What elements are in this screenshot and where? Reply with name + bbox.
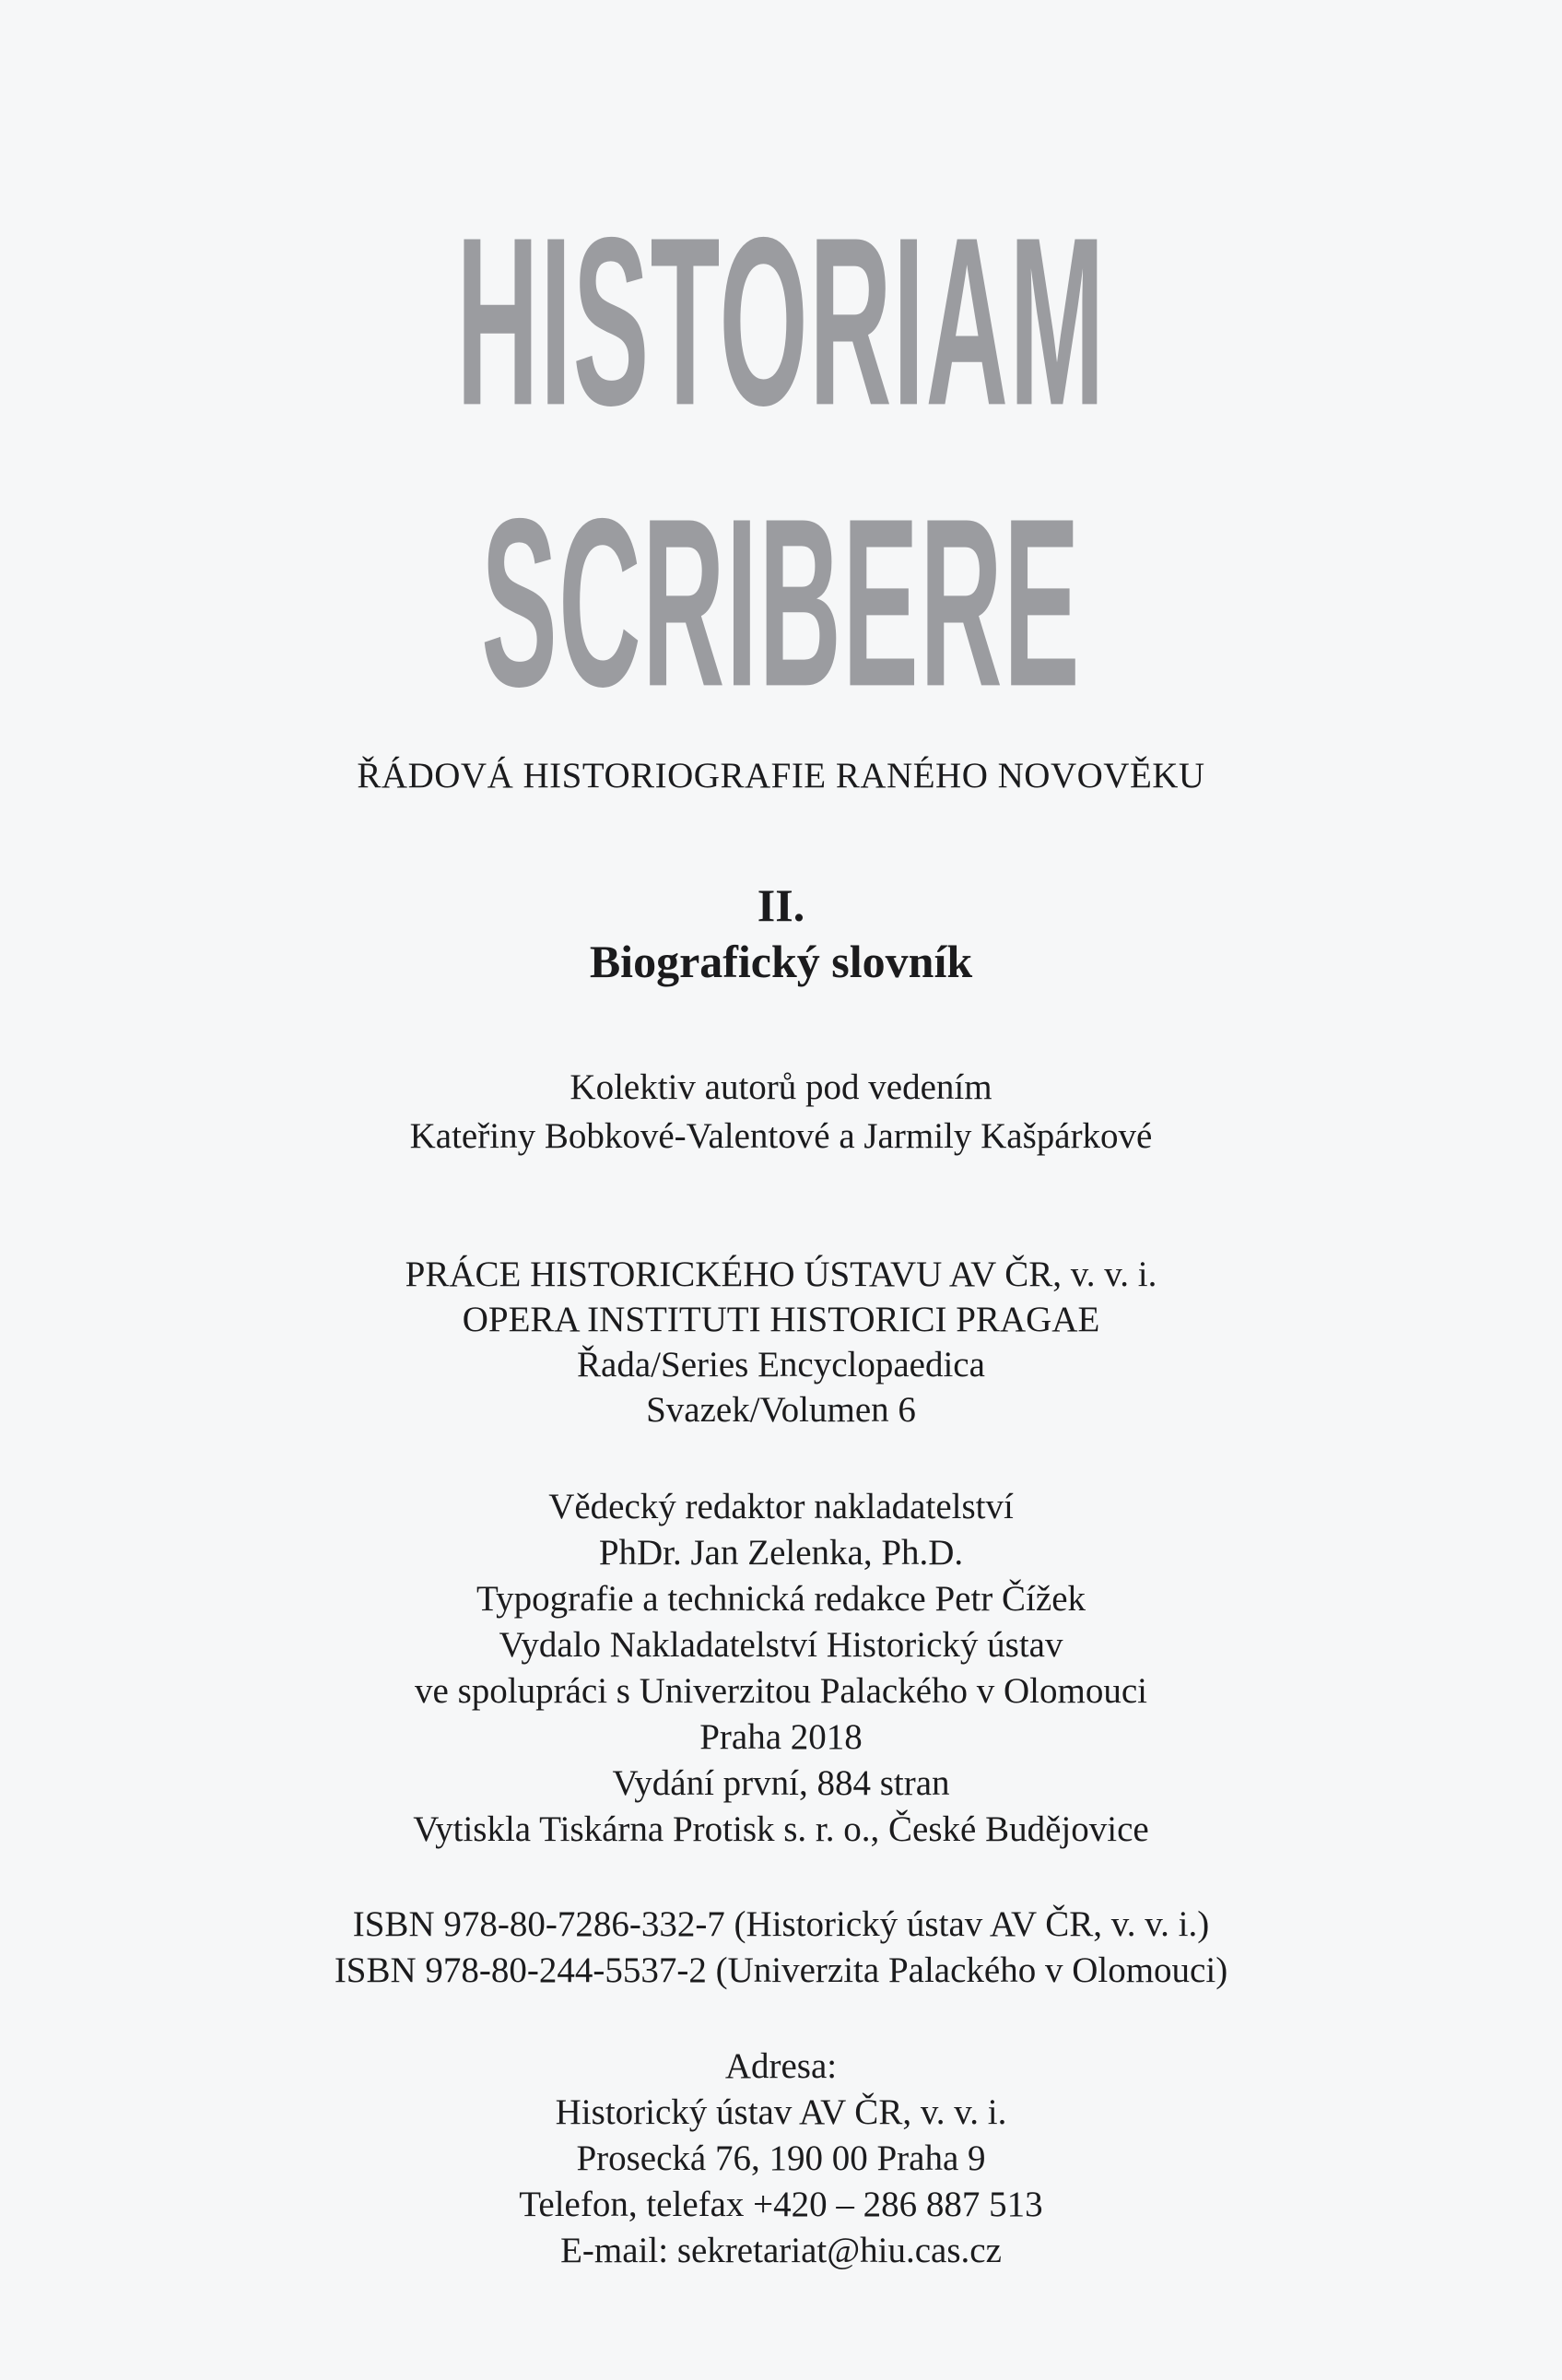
imprint-line-4: Vydalo Nakladatelství Historický ústav [499,1625,1063,1665]
imprint-line-3: Typografie a technická redakce Petr Čížek [476,1579,1086,1619]
authors-line-2: Kateřiny Bobkové-Valentové a Jarmily Kašpárkové [409,1116,1153,1156]
address-line-3: Telefon, telefax +420 – 286 887 513 [519,2185,1043,2224]
series-line-3: Řada/Series Encyclopaedica [577,1345,985,1384]
address-label: Adresa: [724,2046,838,2086]
isbn-line-2: ISBN 978-80-244-5537-2 (Univerzita Palackého v Olomouci) [334,1950,1228,1990]
imprint-line-6: Praha 2018 [699,1717,863,1757]
book-title-line-2: SCRIBERE [481,469,1081,737]
address-line-2: Prosecká 76, 190 00 Praha 9 [576,2138,986,2178]
authors-line-1: Kolektiv autorů pod vedením [570,1067,992,1107]
isbn-line-1: ISBN 978-80-7286-332-7 (Historický ústav AV ČR, v. v. i.) [352,1904,1210,1944]
address-line-1: Historický ústav AV ČR, v. v. i. [555,2092,1007,2132]
address-email: E-mail: sekretariat@hiu.cas.cz [560,2231,1002,2270]
series-line-1: PRÁCE HISTORICKÉHO ÚSTAVU AV ČR, v. v. i. [405,1255,1157,1294]
series-line-4: Svazek/Volumen 6 [646,1390,916,1430]
volume-number: II. [757,879,805,931]
imprint-line-1: Vědecký redaktor nakladatelství [548,1487,1014,1526]
book-subtitle: ŘÁDOVÁ HISTORIOGRAFIE RANÉHO NOVOVĚKU [357,756,1205,795]
imprint-line-2: PhDr. Jan Zelenka, Ph.D. [598,1533,964,1573]
book-title-line-1: HISTORIAM [456,188,1106,456]
imprint-line-5: ve spolupráci s Univerzitou Palackého v Olomouci [415,1671,1147,1711]
series-line-2: OPERA INSTITUTI HISTORICI PRAGAE [462,1300,1100,1339]
imprint-line-7: Vydání první, 884 stran [612,1763,950,1803]
volume-title: Biografický slovník [589,936,973,987]
imprint-line-8: Vytiskla Tiskárna Protisk s. r. o., České Budějovice [413,1809,1149,1849]
